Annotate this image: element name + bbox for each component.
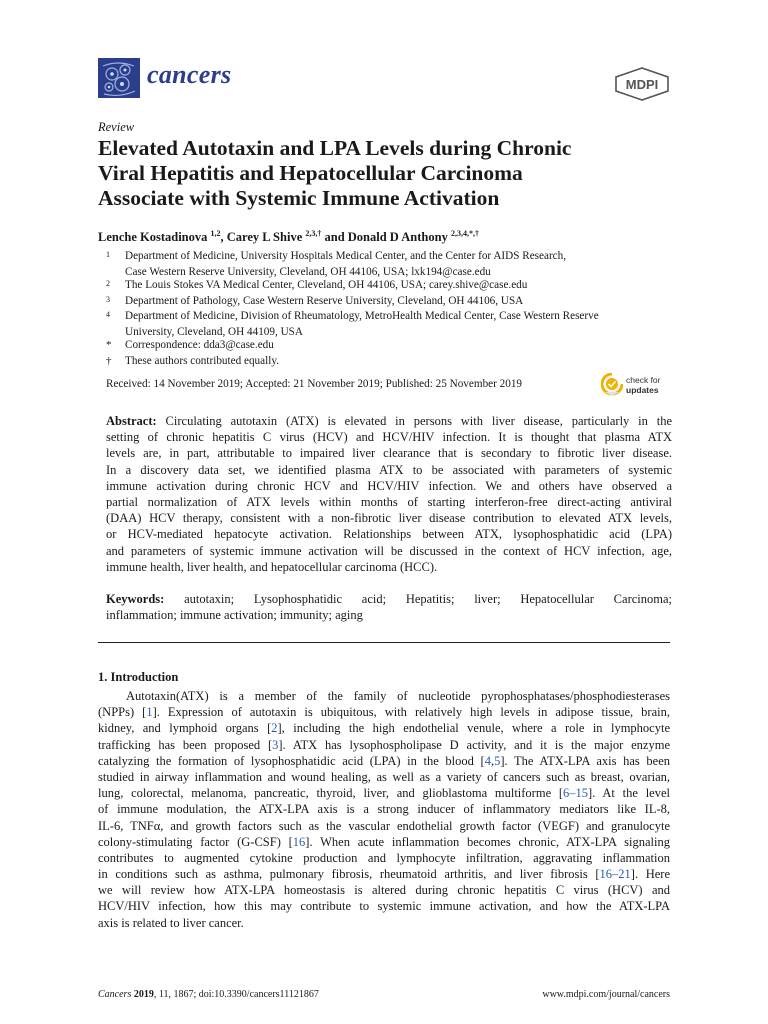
abstract-line: setting of chronic hepatitis C virus (HCV) and HCV/HIV infection. It is thought that plasma ATX	[106, 430, 672, 445]
publisher-logo-icon	[614, 67, 670, 101]
affiliation-line: Department of Medicine, University Hospitals Medical Center, and the Center for AIDS Research,	[125, 250, 567, 262]
check-updates-icon	[601, 373, 623, 397]
affiliation-mark: 2	[106, 279, 110, 288]
affiliation-mark: 4	[106, 310, 110, 319]
check-for-updates-badge[interactable]	[601, 373, 673, 399]
check-updates-text	[626, 376, 661, 395]
affiliation-line: Department of Medicine, Division of Rheumatology, MetroHealth Medical Center, Case Western Reserve	[125, 310, 599, 322]
correspondence-line[interactable]: Correspondence: dda3@case.edu	[125, 339, 274, 351]
introduction-line	[98, 898, 670, 914]
affiliation-mark: 3	[106, 295, 110, 304]
introduction-line	[98, 753, 670, 769]
introduction-line	[98, 769, 670, 785]
title-line: Associate with Systemic Immune Activation	[98, 186, 500, 210]
author-affiliation-marks: 2,3,4,*,†	[450, 229, 479, 238]
affiliation-line: The Louis Stokes VA Medical Center, Cleveland, OH 44106, USA; carey.shive@case.edu	[125, 279, 528, 291]
abstract-line: and parameters of systemic immune activation will be discussed in the context of HCV infection, age,	[106, 543, 672, 558]
introduction-text: studied in airway inflammation and wound healing, as well as a variety of cancers such as breast, ovarian,	[98, 769, 670, 784]
introduction-line	[98, 737, 670, 753]
introduction-text: ]. Here	[630, 867, 670, 882]
introduction-text: in conditions such as asthma, pulmonary fibrosis, rheumatoid arthritis, and liver fibrosis [	[98, 867, 600, 882]
keywords-label: Keywords:	[106, 592, 165, 606]
keywords-line	[106, 591, 672, 607]
reference-link[interactable]: 6–15	[563, 786, 589, 801]
abstract-text: Circulating autotaxin (ATX) is elevated in persons with liver disease, particularly in the	[165, 414, 672, 428]
keywords-line: inflammation; immune activation; immunity; aging	[106, 608, 363, 623]
author-name[interactable]: Donald D Anthony	[347, 230, 448, 245]
affiliation-mark: †	[106, 355, 112, 367]
section-heading: 1. Introduction	[98, 670, 179, 684]
introduction-line	[98, 866, 670, 882]
introduction-text: ]. Expression of autotaxin is ubiquitous, with relatively high levels in adipose tissue, brain,	[152, 705, 670, 720]
article-type: Review	[98, 120, 135, 134]
author-separator: ,	[220, 230, 227, 245]
introduction-body	[98, 688, 670, 931]
check-updates-line2: updates	[626, 384, 659, 395]
introduction-text: axis is related to liver cancer.	[98, 915, 244, 930]
footer-citation	[98, 989, 319, 1000]
abstract-line: In a discovery data set, we identified plasma ATX to be associated with parameters of systemic	[106, 462, 672, 477]
abstract-line: levels are, in part, attributable to impaired liver clearance that is secondary to fibrotic liver disease.	[106, 446, 672, 461]
reference-link[interactable]: 2	[271, 721, 278, 736]
introduction-line	[98, 915, 670, 931]
footer-url[interactable]: www.mdpi.com/journal/cancers	[542, 989, 670, 1000]
introduction-text: ,	[490, 753, 495, 768]
keywords	[106, 591, 672, 623]
reference-link[interactable]: 16	[292, 834, 306, 849]
introduction-line	[98, 688, 670, 704]
abstract-label: Abstract:	[106, 414, 157, 428]
introduction-line	[98, 834, 670, 850]
footer-year: 2019	[133, 989, 154, 1000]
abstract-line: or HCV-mediated hepatocyte activation. Relationships between ATX, lysophosphatidic acid (LPA)	[106, 527, 672, 542]
affiliation-line: University, Cleveland, OH 44109, USA	[125, 326, 303, 338]
introduction-text: ]. When acute inflammation becomes chronic, ATX-LPA signaling	[305, 834, 670, 849]
footer-journal: Cancers	[98, 989, 132, 1000]
abstract	[106, 413, 672, 575]
author-name[interactable]: Carey L Shive	[226, 230, 303, 245]
author-affiliation-marks: 1,2	[210, 229, 221, 238]
reference-link[interactable]: 5	[494, 753, 501, 768]
author-name[interactable]: Lenche Kostadinova	[98, 230, 208, 245]
introduction-text: kidney, and lymphoid organs [	[98, 721, 272, 736]
introduction-text: trafficking has been proposed [	[98, 737, 273, 752]
author-list	[98, 229, 479, 245]
introduction-line	[98, 801, 670, 817]
section-divider	[98, 642, 670, 643]
footer-citation-rest: , 11, 1867; doi:10.3390/cancers11121867	[153, 989, 319, 1000]
introduction-text: lung, colorectal, melanoma, pancreatic, thyroid, liver, and glioblastoma multiforme [	[98, 786, 564, 801]
affiliation-line: Case Western Reserve University, Cleveland, OH 44106, USA; lxk194@case.edu	[125, 266, 491, 278]
introduction-line	[98, 785, 670, 801]
abstract-line: (DAA) HCV therapy, consistent with a non-fibrotic liver disease contribution to elevated ATX levels,	[106, 511, 672, 526]
introduction-text: IL-6, TNFα, and growth factors such as the vascular endothelial growth factor (VEGF) and granulocyte	[98, 818, 670, 833]
title-line: Viral Hepatitis and Hepatocellular Carcinoma	[98, 161, 523, 185]
abstract-line	[106, 413, 672, 429]
abstract-line: partial normalization of ATX levels within months of starting interferon-free direct-acting antiviral	[106, 494, 672, 509]
article-title	[98, 136, 678, 211]
note-line: These authors contributed equally.	[125, 355, 279, 367]
introduction-text: HCV/HIV infection, how this may contribute to systemic immune activation, and how the ATX-LPA	[98, 899, 670, 914]
affiliation-line: Department of Pathology, Case Western Reserve University, Cleveland, OH 44106, USA	[125, 295, 524, 307]
introduction-text: catalyzing the formation of lysophosphatidic acid (LPA) in the blood [	[98, 753, 485, 768]
introduction-line	[98, 704, 670, 720]
introduction-line	[98, 720, 670, 736]
reference-link[interactable]: 1	[146, 705, 153, 720]
introduction-text: contributes to augmented cytokine production and lymphocyte infiltration, aggravating inflammation	[98, 850, 670, 865]
reference-link[interactable]: 3	[272, 737, 279, 752]
introduction-text: ]. ATX has lysophospholipase D activity, and it is the major enzyme	[278, 737, 670, 752]
journal-name: cancers	[147, 60, 232, 89]
introduction-text: colony-stimulating factor (G-CSF) [	[98, 834, 293, 849]
check-updates-line1: check for	[626, 375, 661, 385]
publication-dates: Received: 14 November 2019; Accepted: 21 November 2019; Published: 25 November 2019	[106, 378, 523, 390]
introduction-line	[98, 818, 670, 834]
abstract-line: immune health, liver health, and hepatocellular carcinoma (HCC).	[106, 559, 438, 574]
reference-link[interactable]: 16–21	[599, 867, 631, 882]
affiliation-mark: *	[106, 339, 112, 351]
publisher-name: MDPI	[625, 77, 659, 92]
abstract-line: immune activation during chronic HCV and HCV/HIV infection. We and others have observed a	[106, 478, 672, 493]
author-separator: and	[321, 230, 348, 245]
author-affiliation-marks: 2,3,†	[305, 229, 322, 238]
introduction-text: we will review how ATX-LPA homeostasis is altered during chronic hepatitis C virus (HCV) and	[98, 883, 670, 898]
keywords-text: autotaxin; Lysophosphatidic acid; Hepatitis; liver; Hepatocellular Carcinoma;	[184, 592, 672, 606]
journal-logo-icon	[98, 58, 140, 98]
introduction-text: ]. At the level	[588, 786, 670, 801]
introduction-line	[98, 850, 670, 866]
introduction-line	[98, 882, 670, 898]
introduction-text: (NPPs) [	[98, 705, 147, 720]
affiliation-mark: 1	[106, 250, 110, 259]
reference-link[interactable]: 4	[484, 753, 491, 768]
introduction-text: ], including the high endothelial venule, where a role in lymphocyte	[277, 721, 670, 736]
title-line: Elevated Autotaxin and LPA Levels during Chronic	[98, 136, 572, 160]
introduction-text: Autotaxin(ATX) is a member of the family of nucleotide pyrophosphatases/phosphodiesterases	[126, 689, 670, 703]
introduction-text: ]. The ATX-LPA axis has been	[500, 753, 670, 768]
introduction-text: of immune modulation, the ATX-LPA axis is a strong inducer of inflammatory mediators like IL-8,	[98, 802, 670, 817]
